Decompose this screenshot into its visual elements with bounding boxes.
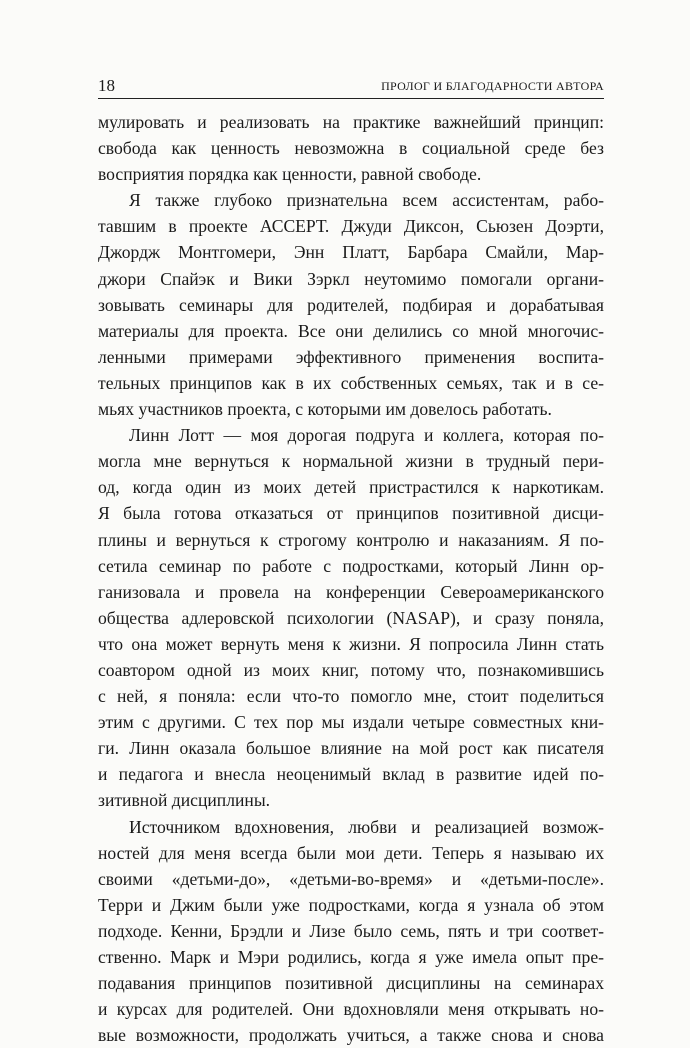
- text-line: плины и вернуться к строгому контролю и наказаниям. Я по-: [98, 529, 604, 550]
- text-line: вые возможности, продолжать учиться, а также снова и снова: [98, 1025, 604, 1046]
- text-line: подходе. Кенни, Брэдли и Лизе было семь, пять и три соответ-: [98, 920, 604, 941]
- text-line: Источником вдохновения, любви и реализацией возмож-: [129, 816, 604, 837]
- paragraph: [98, 187, 604, 422]
- text-line: с ней, я поняла: если что-то помогло мне, стоит поделиться: [98, 686, 604, 707]
- text-line: общества адлеровской психологии (NASAP), и сразу поняла,: [98, 607, 604, 628]
- paragraph: [98, 422, 604, 813]
- text-line: своими «детьми-до», «детьми-во-время» и «детьми-после».: [98, 868, 604, 889]
- text-line: ственно. Марк и Мэри родились, когда я уже имела опыт пре-: [98, 947, 604, 967]
- text-line: подавания принципов позитивной дисциплины на семинарах: [98, 973, 604, 994]
- text-line: свобода как ценность невозможна в социальной среде без: [98, 138, 604, 159]
- text-line: Я была готова отказаться от принципов позитивной дисци-: [98, 503, 604, 524]
- text-line: Терри и Джим были уже подростками, когда я узнала об этом: [98, 894, 604, 915]
- text-line: ги. Линн оказала большое влияние на мой рост как писателя: [98, 738, 604, 759]
- text-line: тельных принципов как в их собственных семьях, так и в се-: [98, 372, 604, 393]
- text-line: Линн Лотт — моя дорогая подруга и коллега, которая по-: [129, 425, 604, 446]
- text-line: соавтором одной из моих книг, потому что, познакомившись: [98, 659, 604, 680]
- text-line: джори Спайэк и Вики Зэркл неутомимо помогали органи-: [98, 268, 604, 289]
- text-line: ностей для меня всегда были мои дети. Теперь я называю их: [98, 842, 604, 863]
- text-line: восприятия порядка как ценности, равной свободе.: [98, 164, 482, 185]
- text-line: Я также глубоко признательна всем ассистентам, рабо-: [129, 190, 604, 211]
- text-line: од, когда один из моих детей пристрастился к наркотикам.: [98, 477, 604, 498]
- text-line: мулировать и реализовать на практике важнейший принцип:: [98, 112, 604, 132]
- text-line: и педагога и внесла неоценимый вклад в развитие идей по-: [98, 764, 604, 785]
- text-line: мьях участников проекта, с которыми им довелось работать.: [98, 399, 552, 420]
- running-head: ПРОЛОГ И БЛАГОДАРНОСТИ АВТОРА: [381, 79, 604, 93]
- text-line: сетила семинар по работе с подростками, который Линн ор-: [98, 555, 604, 576]
- text-line: могла мне вернуться к нормальной жизни в трудный пери-: [98, 451, 604, 472]
- body-text: [98, 109, 604, 1048]
- text-line: зовывать семинары для родителей, подбирая и дорабатывая: [98, 294, 604, 315]
- text-line: этим с другими. С тех пор мы издали четыре совместных кни-: [98, 712, 604, 733]
- page-header: [98, 74, 604, 98]
- text-line: тавшим в проекте АССЕРТ. Джуди Диксон, Сьюзен Доэрти,: [98, 216, 604, 237]
- text-line: зитивной дисциплины.: [98, 790, 271, 811]
- text-line: и курсах для родителей. Они вдохновляли меня открывать но-: [98, 999, 604, 1020]
- text-line: Джордж Монтгомери, Энн Платт, Барбара Смайли, Мар-: [98, 242, 604, 263]
- paragraph: [98, 109, 604, 187]
- page-number: 18: [98, 76, 115, 95]
- text-line: ленными примерами эффективного применения воспита-: [98, 346, 604, 367]
- text-line: что она может вернуть меня к жизни. Я попросила Линн стать: [98, 633, 604, 654]
- text-line: ганизовала и провела на конференции Североамериканского: [98, 581, 604, 602]
- header-divider: [98, 98, 604, 99]
- text-line: материалы для проекта. Все они делились со мной многочис-: [98, 320, 604, 341]
- paragraph: [98, 814, 604, 1048]
